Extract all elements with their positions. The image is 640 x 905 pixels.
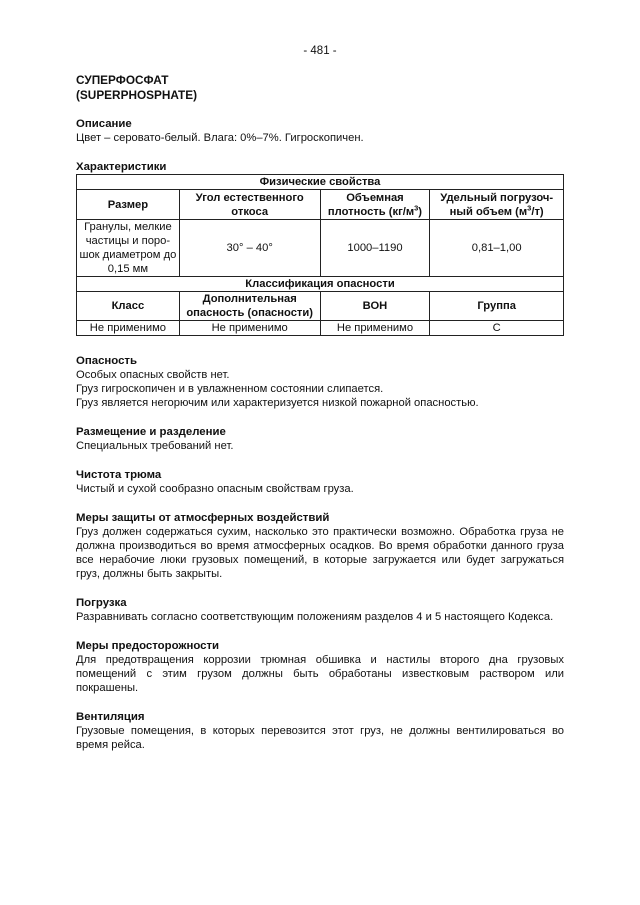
col-subsidiary-header: Дополнительная опасность (опасности)	[179, 292, 320, 321]
page-content	[76, 73, 564, 752]
table-row	[77, 190, 564, 220]
section-text: Груз гигроскопичен и в увлажненном состоянии слипается.	[76, 383, 384, 395]
section-heading: Меры предосторожности	[76, 640, 220, 652]
table-cell: Не применимо	[179, 321, 320, 336]
section-loading	[76, 596, 564, 624]
table-cell: 0,81–1,00	[430, 220, 564, 277]
col-group-header: Группа	[430, 292, 564, 321]
title-english: (SUPERPHOSPHATE)	[76, 87, 198, 102]
table-cell: Не применимо	[320, 321, 430, 336]
hazard-classification-header: Классификация опасности	[77, 277, 564, 292]
table-cell: 30° – 40°	[179, 220, 320, 277]
document-title	[76, 73, 564, 102]
section-description	[76, 117, 564, 145]
section-heading: Чистота трюма	[76, 469, 162, 481]
table-cell: Не применимо	[77, 321, 180, 336]
section-precautions	[76, 639, 564, 695]
section-hazard	[76, 354, 564, 410]
table-cell: Гранулы, мелкие частицы и поро-шок диаметром до 0,15 мм	[77, 220, 180, 277]
table-cell: C	[430, 321, 564, 336]
col-size-header: Размер	[77, 190, 180, 220]
col-angle-header: Угол естественного откоса	[179, 190, 320, 220]
section-heading: Опасность	[76, 355, 138, 367]
section-heading: Меры защиты от атмосферных воздействий	[76, 512, 330, 524]
table-cell: 1000–1190	[320, 220, 430, 277]
section-text: Грузовые помещения, в которых перевозится этот груз, не должны вентилироваться во время рейса.	[76, 725, 564, 751]
page-number: - 481 -	[303, 45, 337, 57]
section-stowage	[76, 425, 564, 453]
characteristics-table	[76, 174, 564, 336]
section-hold-cleanliness	[76, 468, 564, 496]
section-text: Цвет – серовато-белый. Влага: 0%–7%. Гигроскопичен.	[76, 132, 364, 144]
section-text: Разравнивать согласно соответствующим положениям разделов 4 и 5 настоящего Кодекса.	[76, 611, 554, 623]
table-row	[77, 175, 564, 190]
section-heading: Описание	[76, 118, 132, 130]
section-text: Чистый и сухой сообразно опасным свойствам груза.	[76, 483, 354, 495]
section-text: Груз должен содержаться сухим, насколько это практически возможно. Обработка груза не должна производиться во время атмосферных осадков. Во время обработки данного груза все нерабочие люки грузовых помещений, в которые загружается или будет загружаться груз, должны быть закрыты.	[76, 526, 564, 580]
section-text: Особых опасных свойств нет.	[76, 369, 230, 381]
section-text: Для предотвращения коррозии трюмная обшивка и настилы второго дна грузовых помещений с этим грузом должны быть обработаны известковым раствором или покрашены.	[76, 654, 564, 694]
section-weather-precautions	[76, 511, 564, 581]
section-heading: Характеристики	[76, 161, 167, 173]
section-heading: Вентиляция	[76, 711, 145, 723]
col-mhb-header: ВОН	[320, 292, 430, 321]
table-row	[77, 321, 564, 336]
section-heading: Размещение и разделение	[76, 426, 226, 438]
title-russian: СУПЕРФОСФАТ	[76, 73, 169, 87]
section-text: Специальных требований нет.	[76, 440, 234, 452]
section-heading: Погрузка	[76, 597, 127, 609]
col-class-header: Класс	[77, 292, 180, 321]
table-row	[77, 277, 564, 292]
physical-properties-header: Физические свойства	[77, 175, 564, 190]
section-characteristics	[76, 160, 564, 336]
section-text: Груз является негорючим или характеризуется низкой пожарной опасностью.	[76, 397, 479, 409]
table-row	[77, 292, 564, 321]
col-density-header: Объемная плотность $(кг/м^3)$	[320, 190, 430, 220]
table-row	[77, 220, 564, 277]
section-ventilation	[76, 710, 564, 752]
col-volume-header: Удельный погрузоч-ный объем $(м^3/т)$	[430, 190, 564, 220]
